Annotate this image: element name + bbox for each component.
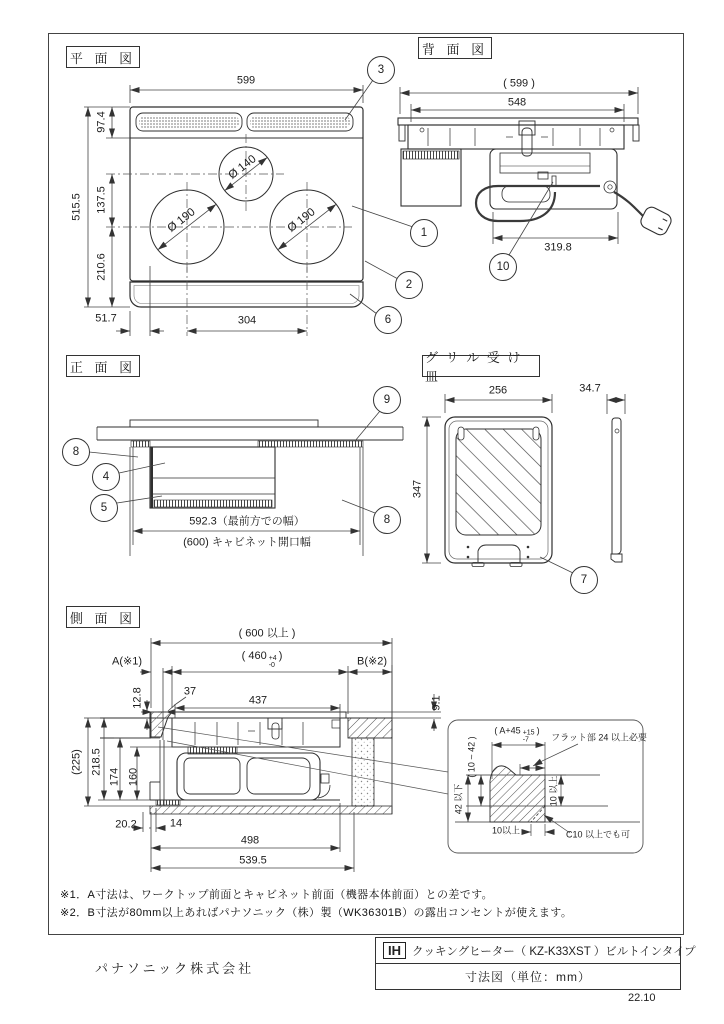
a45-value: ( A+45 [494, 725, 521, 736]
dim-side-14: 14 [169, 817, 183, 830]
callout-10: 10 [489, 253, 517, 281]
dim-inset-a45 [494, 727, 539, 744]
dim-inset-range: ( 10 ~ 42 ) [466, 736, 477, 778]
callout-7: 7 [570, 566, 598, 594]
product-title: クッキングヒーター（ KZ-K33XST ）ビルトインタイプ [412, 945, 696, 958]
a45-tolerance [523, 730, 535, 744]
dim-plan-front-offset: 210.6 [95, 253, 108, 281]
callout-3: 3 [367, 56, 395, 84]
a45-tol-plus: +15 [522, 729, 535, 737]
side-view-title [66, 606, 140, 628]
cutout-tolerance [269, 655, 277, 669]
dim-side-depth-below: 218.5 [90, 748, 103, 776]
drawing-type: 寸法図（単位：mm） [465, 970, 591, 984]
dim-tray-width: 256 [488, 384, 508, 397]
cutout-value: ( 460 [241, 650, 267, 662]
front-view-title [66, 355, 140, 377]
plan-view-title [66, 46, 140, 68]
note-1: ※1．A寸法は、ワークトップ前面とキャビネット前面（機器本体前面）との差です。 [60, 889, 494, 901]
company-name: パナソニック株式会社 [95, 961, 255, 976]
grill-tray-linework [422, 394, 625, 573]
dim-burner-right-diameter: Ø 190 [285, 206, 318, 235]
callout-2: 2 [395, 271, 423, 299]
dim-inset-max42: 42 以下 [453, 783, 464, 815]
dim-side-160: 160 [127, 767, 140, 787]
dim-side-a-gap: A(※1) [112, 655, 142, 668]
rear-view-title-text: 背 面 図 [421, 41, 489, 57]
title-block-product-row [376, 938, 696, 964]
dim-plan-depth-total: 515.5 [70, 193, 83, 221]
side-view-title-text: 側 面 図 [69, 610, 137, 626]
grill-tray-title [422, 350, 540, 384]
cutout-close-paren: ) [278, 650, 283, 662]
note-flat-area: フラット部 24 以上必要 [551, 732, 647, 743]
dim-plan-burner-pitch: 304 [237, 314, 257, 327]
plan-view-title-text: 平 面 図 [69, 50, 137, 66]
side-view-linework [84, 638, 448, 872]
dim-plan-edge-offset: 51.7 [95, 312, 117, 325]
dim-burner-left-diameter: Ø 190 [165, 206, 198, 235]
dim-plan-burner-offset: 137.5 [95, 186, 108, 214]
dim-rear-overall-width: ( 599 ) [503, 77, 535, 90]
dim-front-cabinet-opening: (600) キャビネット開口幅 [183, 536, 311, 549]
dim-tray-depth: 347 [411, 479, 424, 499]
dim-side-202: 20.2 [115, 818, 137, 831]
cutout-tol-minus: -0 [268, 662, 275, 669]
revision-date: 22.10 [628, 992, 656, 1004]
title-block [375, 937, 696, 990]
dim-front-width: 592.3（最前方での幅） [189, 515, 305, 528]
dim-rear-body-width: 548 [507, 96, 527, 109]
dim-side-clearance: (225) [70, 749, 83, 775]
callout-6: 6 [374, 306, 402, 334]
grill-tray-title-text: グ リ ル 受 け 皿 [425, 350, 523, 384]
dim-side-174: 174 [108, 767, 121, 787]
front-view-linework [89, 411, 403, 556]
a45-close-paren: ) [536, 725, 540, 736]
callout-4: 4 [92, 463, 120, 491]
dim-side-min-width: ( 600 以上 ) [238, 627, 296, 640]
dim-side-498: 498 [240, 834, 260, 847]
rear-view-title [418, 37, 492, 59]
a45-tol-minus: -7 [522, 736, 529, 744]
dim-tray-thickness: 34.7 [579, 382, 601, 395]
dim-side-cutout [242, 651, 283, 669]
callout-8-right: 8 [373, 506, 401, 534]
dim-side-chassis-width: 437 [248, 694, 268, 707]
plan-view-linework [84, 80, 413, 336]
ih-badge: IH [383, 942, 406, 959]
callout-5: 5 [90, 494, 118, 522]
front-view-title-text: 正 面 図 [69, 359, 137, 375]
cutout-tol-plus: +4 [268, 655, 277, 662]
dim-rear-cord-position: 319.8 [544, 241, 572, 254]
dim-inset-min10-vertical: 10 以上 [548, 775, 559, 807]
dim-side-5395: 539.5 [239, 854, 267, 867]
dim-side-b-gap: B(※2) [357, 655, 387, 668]
callout-1: 1 [410, 219, 438, 247]
callout-8-left: 8 [62, 438, 90, 466]
dim-side-flange: 37 [183, 685, 197, 698]
dim-side-top-height: 12.8 [131, 687, 144, 709]
dim-side-rear-height: 9.1 [430, 695, 443, 711]
dim-plan-vent-depth: 97.4 [95, 111, 108, 133]
note-c10-chamfer: C10 以上でも可 [565, 829, 631, 840]
dim-inset-min10-horizontal: 10以上 [491, 825, 521, 836]
callout-9: 9 [373, 386, 401, 414]
rear-view-linework [398, 87, 673, 255]
note-2: ※2．B寸法が80mm以上あればパナソニック（株）製（WK36301B）の露出コンセントが使えます。 [60, 907, 573, 919]
dim-plan-width: 599 [236, 74, 256, 87]
dim-burner-small-diameter: Ø 140 [226, 153, 259, 182]
